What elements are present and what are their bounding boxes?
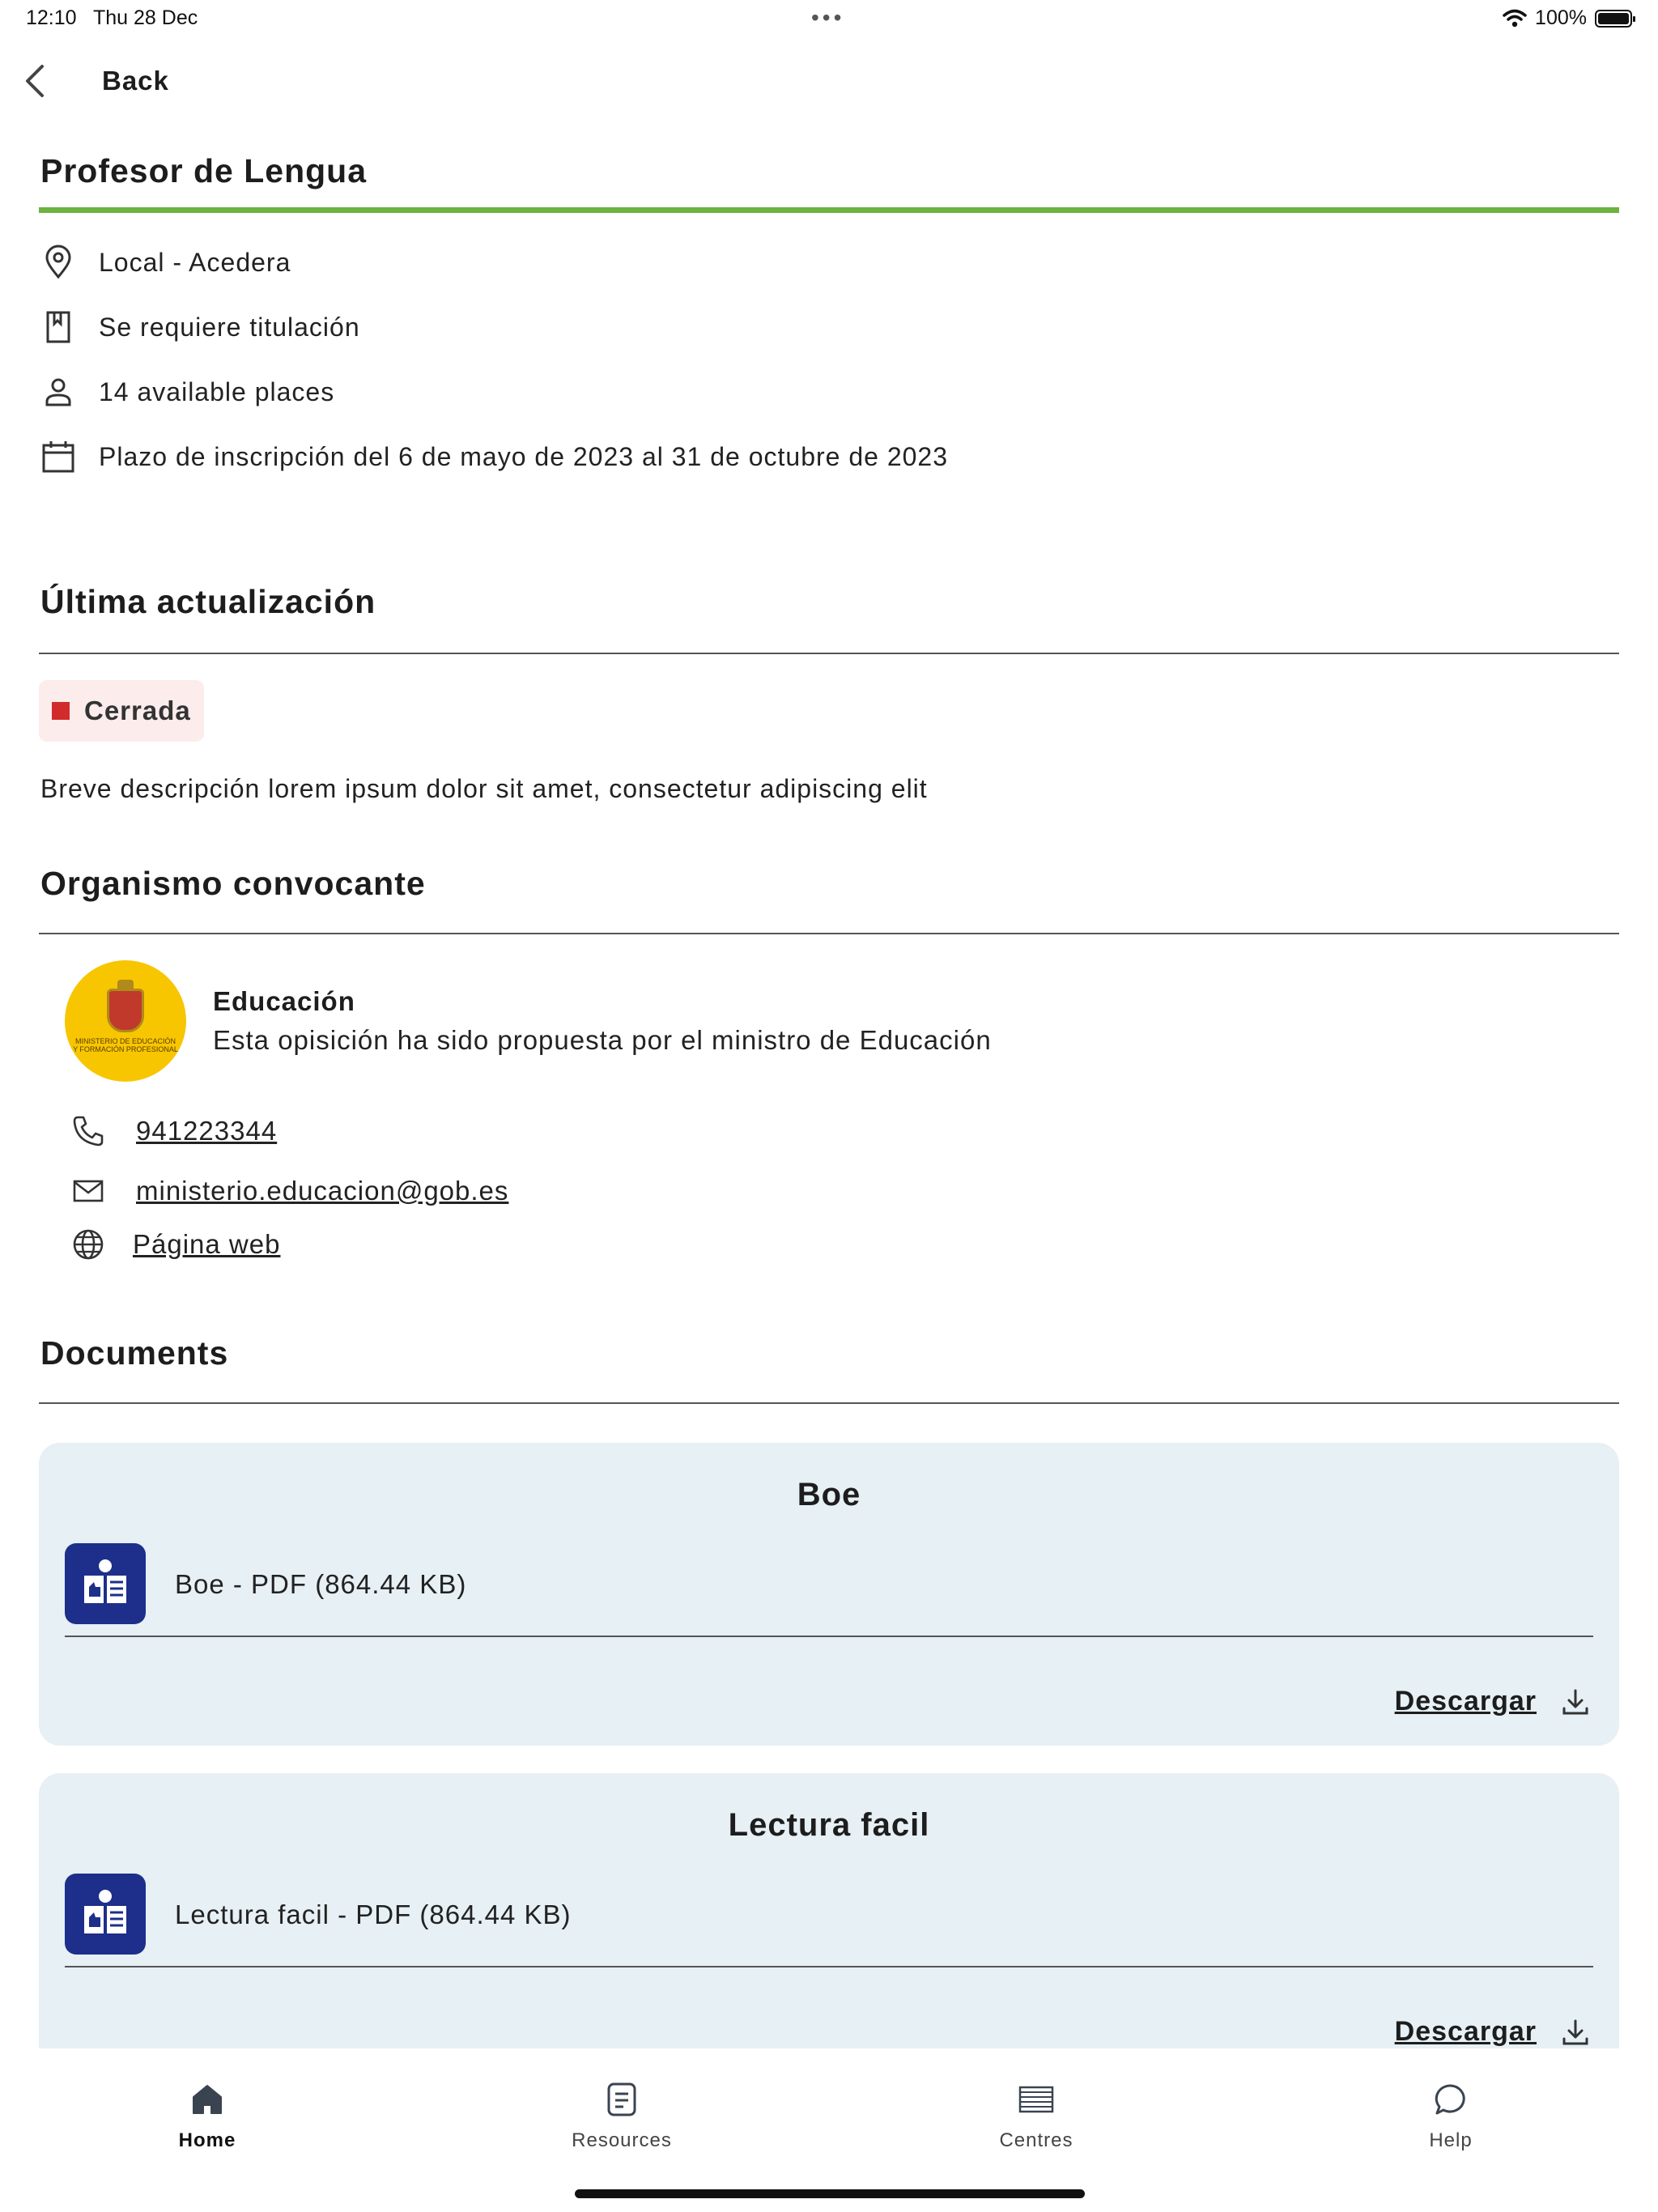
tab-centres-label: Centres — [999, 2129, 1073, 2151]
deadline-row — [40, 439, 948, 474]
phone-link[interactable]: 941223344 — [136, 1116, 278, 1146]
location-text: Local - Acedera — [99, 247, 291, 277]
back-button[interactable] — [23, 63, 169, 99]
list-icon — [1018, 2081, 1055, 2118]
email-link[interactable]: ministerio.educacion@gob.es — [136, 1176, 509, 1206]
page-title: Profesor de Lengua — [40, 152, 368, 189]
document-title: Lectura facil — [728, 1807, 930, 1843]
tab-centres[interactable] — [939, 2081, 1133, 2152]
website-link[interactable]: Página web — [133, 1229, 281, 1259]
battery-icon — [1595, 10, 1632, 28]
status-badge — [39, 680, 204, 742]
status-bar — [0, 0, 1658, 39]
email-row — [71, 1174, 508, 1208]
title-divider — [39, 207, 1619, 213]
tab-home[interactable] — [110, 2081, 304, 2152]
document-file-label: Lectura facil - PDF (864.44 KB) — [175, 1899, 572, 1929]
download-icon — [1561, 2018, 1590, 2047]
organism-name: Educación — [213, 986, 355, 1016]
easy-read-icon — [65, 1543, 146, 1624]
battery-percentage: 100% — [1535, 6, 1587, 29]
document-divider — [65, 1636, 1593, 1637]
back-label: Back — [102, 66, 169, 96]
easy-read-icon — [65, 1874, 146, 1955]
download-button[interactable] — [1395, 1686, 1590, 1717]
tab-help[interactable] — [1354, 2081, 1548, 2152]
update-description: Breve descripción lorem ipsum dolor sit amet, consectetur adipiscing elit — [40, 774, 928, 803]
status-badge-label: Cerrada — [84, 696, 191, 725]
documents-divider — [39, 1402, 1619, 1404]
tab-resources[interactable] — [525, 2081, 719, 2152]
chevron-left-icon — [23, 63, 47, 99]
requirement-text: Se requiere titulación — [99, 312, 360, 342]
tab-help-label: Help — [1429, 2129, 1473, 2151]
home-indicator[interactable] — [575, 2189, 1085, 2198]
location-pin-icon — [40, 245, 76, 280]
multitask-dots-icon[interactable]: ••• — [811, 5, 845, 30]
places-row — [40, 374, 334, 410]
ministry-logo-text: MINISTERIO DE EDUCACIÓN Y FORMACIÓN PROFESIONAL — [73, 1037, 178, 1053]
ministry-logo — [65, 960, 186, 1082]
status-indicator-icon — [52, 702, 70, 720]
location-row — [40, 245, 291, 280]
home-icon — [189, 2081, 226, 2118]
organism-description: Esta opisición ha sido propuesta por el ministro de Educación — [213, 1025, 992, 1055]
tab-home-label: Home — [178, 2129, 236, 2151]
globe-icon — [71, 1227, 105, 1261]
person-icon — [40, 374, 76, 410]
document-icon — [603, 2081, 640, 2118]
status-date: Thu 28 Dec — [93, 6, 198, 29]
organism-heading: Organismo convocante — [40, 865, 426, 902]
status-right — [1503, 6, 1632, 30]
wifi-icon — [1503, 9, 1527, 28]
download-icon — [1561, 1687, 1590, 1716]
website-row — [71, 1227, 280, 1261]
download-button[interactable] — [1395, 2016, 1590, 2048]
update-heading: Última actualización — [40, 583, 376, 620]
requirement-row — [40, 309, 360, 345]
coat-of-arms-icon — [107, 989, 144, 1032]
chat-bubble-icon — [1432, 2081, 1469, 2118]
tab-resources-label: Resources — [572, 2129, 672, 2151]
envelope-icon — [71, 1174, 105, 1208]
phone-icon — [71, 1114, 105, 1148]
organism-divider — [39, 933, 1619, 934]
status-time: 12:10 — [26, 6, 77, 29]
deadline-text: Plazo de inscripción del 6 de mayo de 2023 al 31 de octubre de 2023 — [99, 441, 949, 471]
document-divider — [65, 1966, 1593, 1967]
tab-bar — [0, 2048, 1658, 2212]
bookmark-book-icon — [40, 309, 76, 345]
document-file-label: Boe - PDF (864.44 KB) — [175, 1569, 467, 1599]
download-label: Descargar — [1394, 2016, 1537, 2047]
download-label: Descargar — [1394, 1686, 1537, 1716]
calendar-icon — [40, 439, 76, 474]
document-card — [39, 1443, 1619, 1746]
documents-heading: Documents — [40, 1334, 229, 1372]
update-divider — [39, 653, 1619, 654]
phone-row — [71, 1114, 277, 1148]
document-title: Boe — [797, 1477, 861, 1512]
places-text: 14 available places — [99, 376, 335, 406]
